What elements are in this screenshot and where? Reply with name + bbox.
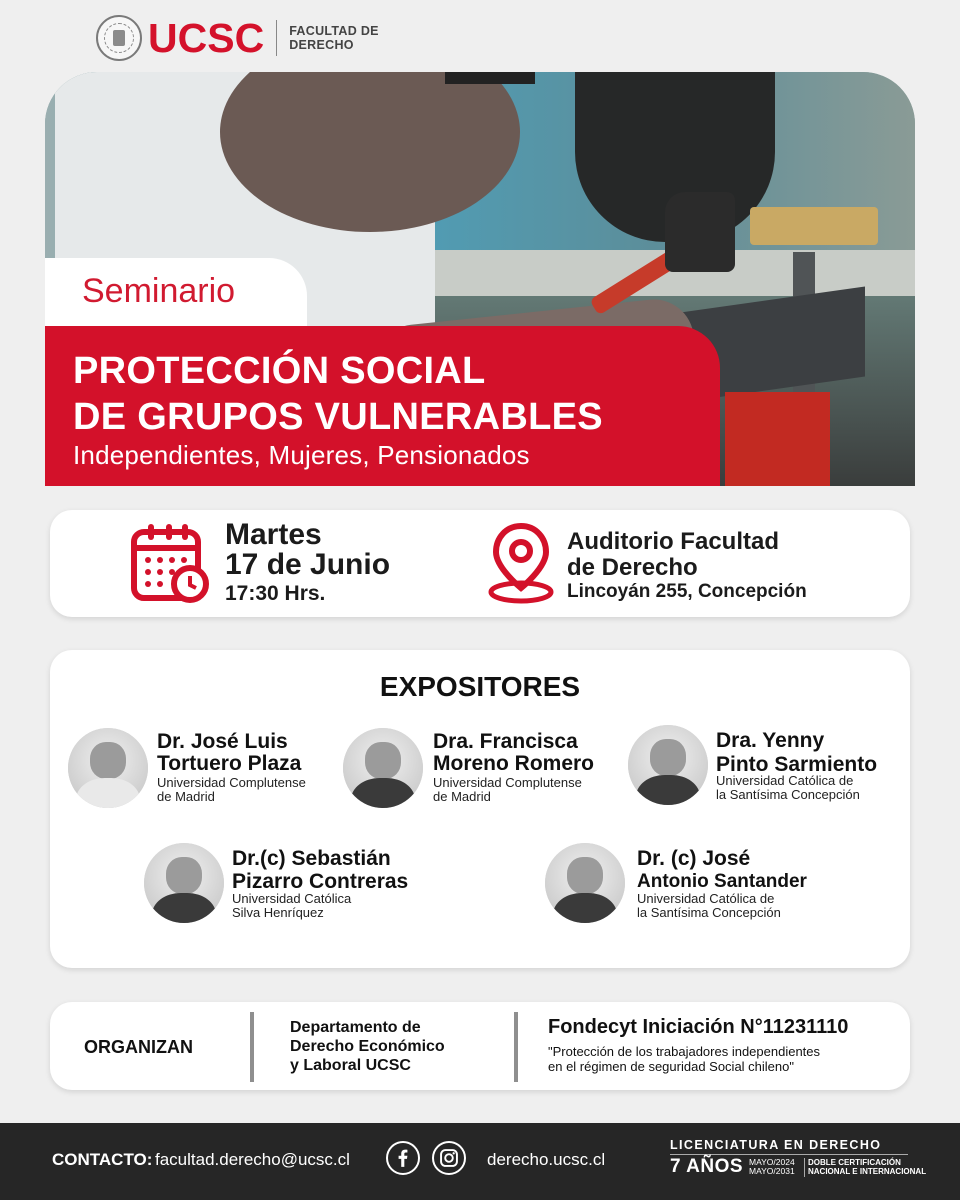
contact-label: CONTACTO:	[52, 1150, 153, 1169]
accreditation-to: MAYO/2031	[749, 1166, 795, 1176]
organizers-divider	[514, 1012, 518, 1082]
fondecyt-title: Fondecyt Iniciación N°11231110	[548, 1016, 849, 1038]
venue-name-line-2: de Derecho	[567, 554, 698, 581]
speaker-name-line-1: Dr.(c) Sebastián	[232, 847, 391, 870]
speaker-name-line-2: Pizarro Contreras	[232, 870, 409, 893]
event-time: 17:30 Hrs.	[225, 582, 326, 605]
department-line-3: y Laboral UCSC	[290, 1057, 411, 1074]
accreditation-dates	[749, 1158, 795, 1176]
calendar-clock-icon	[130, 522, 210, 604]
speaker-affiliation-line-2: la Santísima Concepción	[637, 905, 781, 920]
speaker-name-line-2: Pinto Sarmiento	[716, 753, 878, 776]
event-subtitle: Independientes, Mujeres, Pensionados	[73, 440, 530, 470]
faculty-line-1: FACULTAD DE	[289, 24, 379, 38]
speaker-affiliation-line-1: Universidad Católica de	[637, 891, 775, 906]
seminar-label: Seminario	[82, 272, 236, 310]
speaker-photo	[343, 728, 423, 808]
department-line-1: Departamento de	[290, 1019, 421, 1036]
speaker-photo	[68, 728, 148, 808]
accreditation-from: MAYO/2024	[749, 1157, 795, 1167]
speaker-affiliation-line-1: Universidad Complutense	[433, 775, 582, 790]
university-seal-icon	[96, 15, 142, 61]
organizers-divider	[250, 1012, 254, 1082]
location-pin-icon	[486, 522, 556, 604]
certification-line-1: DOBLE CERTIFICACIÓN	[808, 1158, 901, 1167]
ucsc-logo	[96, 12, 379, 64]
speaker-affiliation-line-1: Universidad Católica	[232, 891, 352, 906]
speaker-name-line-2: Antonio Santander	[637, 871, 807, 892]
venue-name-line-1: Auditorio Facultad	[567, 528, 779, 555]
speaker-affiliation-line-2: la Santísima Concepción	[716, 787, 860, 802]
speaker-name-line-1: Dr. José Luis	[157, 730, 288, 753]
website-link[interactable]: derecho.ucsc.cl	[487, 1150, 606, 1169]
faculty-line-2: DERECHO	[289, 38, 354, 52]
speaker-name-line-1: Dra. Francisca	[433, 730, 578, 753]
speaker-affiliation-line-1: Universidad Complutense	[157, 775, 306, 790]
speaker-affiliation-line-2: de Madrid	[433, 789, 491, 804]
speaker-affiliation-line-2: Silva Henríquez	[232, 905, 324, 920]
event-date: 17 de Junio	[225, 548, 391, 581]
contact-email-link[interactable]: facultad.derecho@ucsc.cl	[155, 1150, 350, 1169]
event-title-line-2: DE GRUPOS VULNERABLES	[73, 396, 603, 438]
speakers-heading: EXPOSITORES	[379, 671, 581, 702]
speaker-name-line-2: Tortuero Plaza	[157, 752, 302, 775]
faculty-name	[289, 24, 379, 52]
brand-wordmark: UCSC	[148, 14, 265, 61]
organizer-department	[290, 1018, 445, 1075]
department-line-2: Derecho Económico	[290, 1038, 445, 1055]
fondecyt-project-line-2: en el régimen de seguridad Social chileno"	[548, 1059, 794, 1074]
speaker-photo	[144, 843, 224, 923]
speaker-photo	[628, 725, 708, 805]
logo-divider	[276, 20, 277, 56]
speaker-affiliation-line-2: de Madrid	[157, 789, 215, 804]
accreditation-divider	[804, 1158, 805, 1177]
speaker-name-line-1: Dra. Yenny	[716, 729, 825, 752]
speaker-affiliation-line-1: Universidad Católica de	[716, 773, 854, 788]
fondecyt-project	[548, 1044, 820, 1074]
accreditation-certification	[808, 1158, 926, 1176]
event-day: Martes	[225, 518, 322, 551]
certification-line-2: NACIONAL E INTERNACIONAL	[808, 1167, 927, 1176]
venue-address: Lincoyán 255, Concepción	[567, 581, 807, 602]
accreditation-years: 7 AÑOS	[670, 1156, 744, 1177]
facebook-icon[interactable]	[386, 1141, 420, 1175]
organizers-label: ORGANIZAN	[84, 1037, 193, 1057]
instagram-icon[interactable]	[432, 1141, 466, 1175]
speaker-name-line-2: Moreno Romero	[433, 752, 595, 775]
accreditation-title: LICENCIATURA EN DERECHO	[670, 1138, 882, 1152]
speaker-photo	[545, 843, 625, 923]
fondecyt-project-line-1: "Protección de los trabajadores independientes	[548, 1044, 821, 1059]
accreditation-rule	[670, 1154, 908, 1155]
event-title-line-1: PROTECCIÓN SOCIAL	[73, 350, 486, 392]
speaker-name-line-1: Dr. (c) José	[637, 847, 751, 870]
